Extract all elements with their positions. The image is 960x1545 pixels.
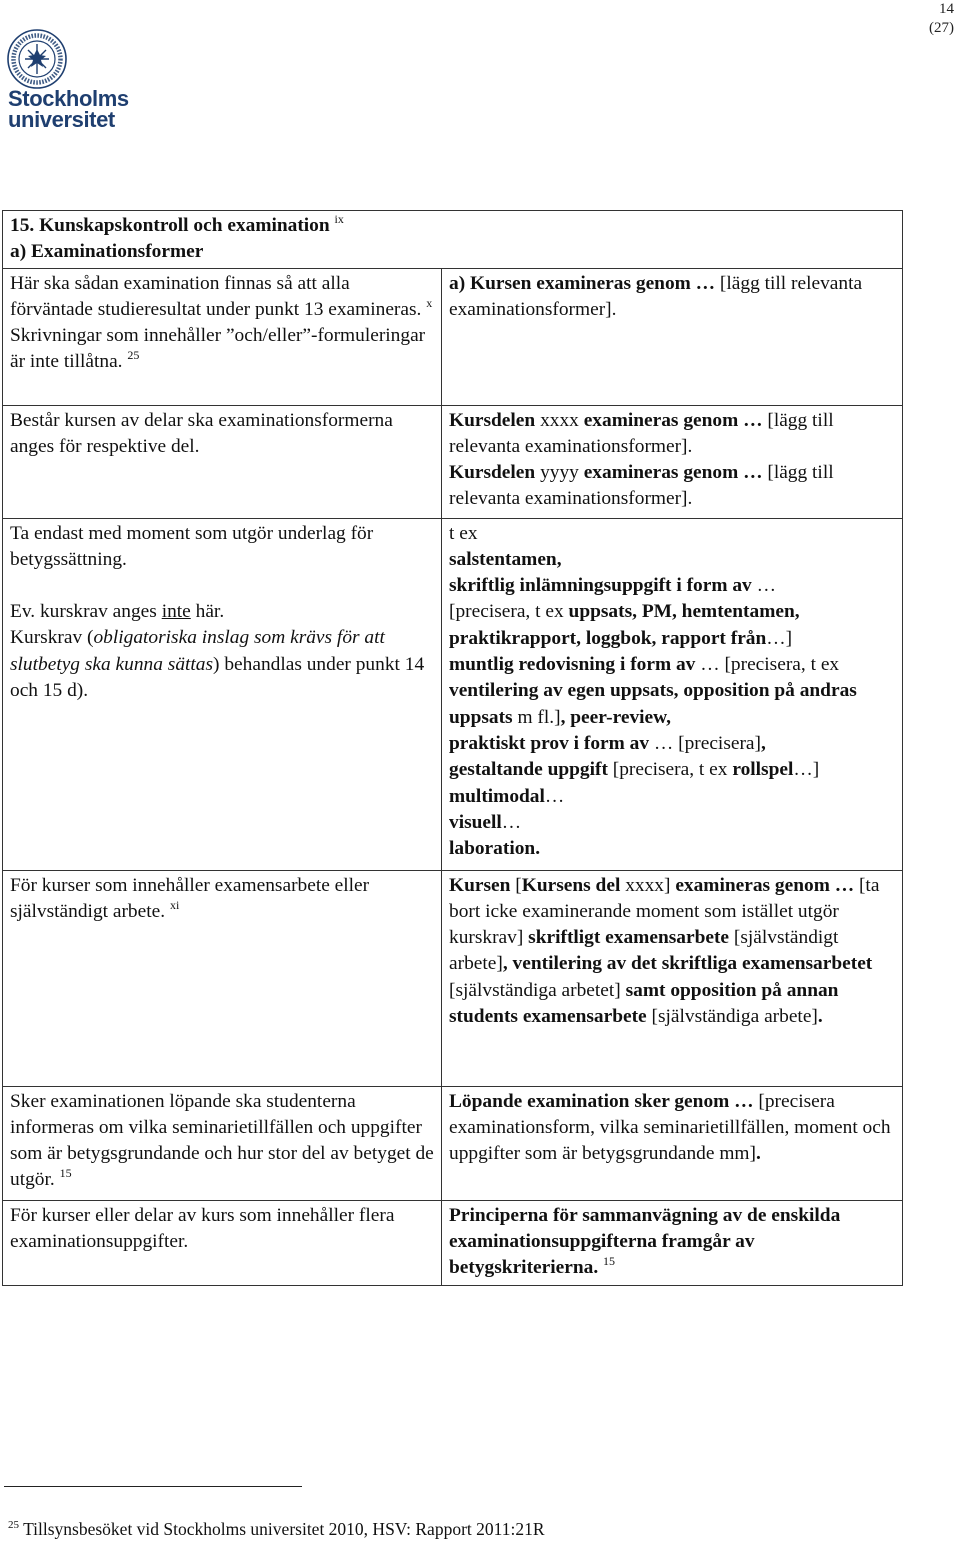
instruction-text: Kurskrav ( [10, 627, 94, 649]
table-row [3, 870, 903, 1086]
table-row [3, 405, 903, 518]
template-placeholder-text: …] [766, 627, 793, 649]
template-placeholder-text: … [501, 811, 522, 833]
template-placeholder-text: [ [515, 874, 522, 896]
exam-form-option: visuell [449, 811, 502, 833]
template-bold-text: Principerna för sammanvägning av de enskilda examinationsuppgifterna framgår av betygskriterierna. [449, 1204, 841, 1279]
instruction-text: ) behandlas under punkt 14 och 15 d). [10, 653, 425, 702]
template-placeholder-text: yyyy [540, 462, 579, 484]
exam-form-option: , [761, 732, 766, 754]
template-bold-text: Kursdelen [449, 462, 536, 484]
footnote-marker: 25 [127, 348, 140, 363]
template-placeholder-text: t ex [449, 522, 478, 544]
exam-form-option: salstentamen, [449, 548, 562, 570]
footnote-separator [4, 1486, 302, 1487]
examination-table [2, 210, 903, 1286]
template-placeholder-text: xxxx [540, 409, 579, 431]
table-header-row [3, 211, 903, 269]
university-logo [6, 28, 136, 132]
template-placeholder-text: [självständigt arbete] [449, 927, 839, 975]
instruction-text: För kurser eller delar av kurs som innehåller flera examinationsuppgifter. [10, 1204, 395, 1252]
template-bold-text: , ventilering av det skriftliga examensarbetet [502, 953, 873, 975]
template-bold-text: skriftligt examensarbete [528, 927, 730, 949]
instruction-text: här. [195, 601, 225, 623]
exam-form-option: multimodal [449, 785, 545, 807]
template-placeholder-text: … [precisera, t ex [700, 654, 840, 676]
logo-line-2: universitet [8, 107, 115, 132]
endnote-marker: ix [334, 212, 344, 226]
template-cell [442, 518, 903, 870]
logo-wordmark [8, 88, 129, 130]
endnote-marker: xi [169, 897, 180, 912]
section-title: 15. Kunskapskontroll och examination [10, 215, 330, 236]
template-bold-text: a) Kursen examineras genom … [449, 272, 716, 294]
university-seal-icon [6, 28, 68, 90]
template-bold-text: Kursdelen [449, 409, 536, 431]
template-cell [442, 268, 903, 405]
instruction-cell [3, 870, 442, 1086]
table-row [3, 1086, 903, 1200]
instruction-cell [3, 1200, 442, 1285]
instruction-cell [3, 518, 442, 870]
exam-form-option: muntlig redovisning i form av [449, 654, 696, 676]
exam-form-option: laboration. [449, 838, 541, 860]
exam-form-option: skriftlig inlämningsuppgift i form av [449, 575, 752, 597]
template-bold-text: Kursens del [521, 874, 621, 896]
page-number [929, 0, 954, 38]
template-cell [442, 1086, 903, 1200]
exam-form-option: gestaltande uppgift [449, 759, 608, 781]
instruction-cell [3, 405, 442, 518]
template-placeholder-text: [ta bort icke examinerande moment som istället utgör kurskrav] [449, 874, 880, 949]
footnote [8, 1518, 545, 1540]
instruction-underlined-text: inte [161, 601, 191, 623]
template-bold-text: . [755, 1143, 761, 1165]
exam-form-option: ventilering av egen uppsats, opposition på andras uppsats [449, 680, 857, 728]
instruction-text: Skrivningar som innehåller ”och/eller”-formuleringar är inte tillåtna. [10, 325, 426, 373]
template-bold-text: examineras genom … [583, 409, 763, 431]
page-number-total: (27) [929, 20, 954, 36]
footnote-text: Tillsynsbesöket vid Stockholms universitet 2010, HSV: Rapport 2011:21R [23, 1519, 545, 1539]
instruction-text: Ev. kurskrav anges [10, 601, 157, 623]
template-cell [442, 870, 903, 1086]
template-placeholder-text: [lägg till relevanta examinationsformer]. [449, 272, 863, 320]
exam-form-option: , peer-review, [560, 706, 671, 728]
template-cell [442, 405, 903, 518]
instruction-italic-text: obligatoriska inslag som krävs för att slutbetyg ska kunna sättas [10, 627, 385, 675]
template-placeholder-text: [precisera, t ex [449, 601, 564, 623]
footnote-marker: 15 [59, 1166, 72, 1181]
template-cell [442, 1200, 903, 1285]
template-bold-text: samt opposition på annan students examensarbete [449, 979, 839, 1028]
template-placeholder-text: m fl.] [517, 706, 561, 728]
template-placeholder-text: [precisera, t ex [612, 759, 728, 781]
template-placeholder-text: … [756, 575, 776, 597]
template-placeholder-text: [självständiga arbetet] [449, 979, 621, 1001]
footnote-marker: 15 [603, 1254, 616, 1269]
table-row [3, 268, 903, 405]
template-placeholder-text: xxxx] [625, 874, 671, 896]
exam-form-option: uppsats, PM, hemtentamen, praktikrapport, loggbok, rapport från [449, 601, 800, 649]
table-row [3, 518, 903, 870]
exam-form-option: rollspel [732, 759, 794, 781]
template-placeholder-text: [lägg till relevanta examinationsformer]. [449, 462, 834, 510]
footnote-number: 25 [8, 1519, 19, 1531]
instruction-text: Här ska sådan examination finnas så att alla förväntade studieresultat under punkt 13 examineras. [10, 272, 422, 320]
template-bold-text: Löpande examination sker genom … [449, 1090, 754, 1112]
template-bold-text: Kursen [449, 874, 511, 896]
instruction-text: Består kursen av delar ska examinationsformerna anges för respektive del. [10, 409, 393, 457]
instruction-cell [3, 268, 442, 405]
instruction-text: Sker examinationen löpande ska studenterna informeras om vilka seminarietillfällen och uppgifter som är betygsgrundande och hur stor del av betyget de utgör. [10, 1090, 434, 1191]
template-bold-text: examineras genom … [583, 462, 763, 484]
page-number-current: 14 [939, 1, 954, 17]
instruction-text: För kurser som innehåller examensarbete eller självständigt arbete. [10, 874, 370, 922]
template-placeholder-text: … [544, 785, 565, 807]
instruction-text: Ta endast med moment som utgör underlag för betygssättning. [10, 522, 374, 570]
table-row [3, 1200, 903, 1285]
section-subtitle: a) Examinationsformer [10, 241, 204, 263]
template-bold-text: examineras genom … [675, 874, 855, 896]
exam-form-option: praktiskt prov i form av [449, 732, 650, 754]
endnote-marker: x [426, 295, 433, 310]
template-placeholder-text: [lägg till relevanta examinationsformer]. [449, 409, 834, 457]
instruction-cell [3, 1086, 442, 1200]
template-bold-text: . [817, 1006, 823, 1028]
template-placeholder-text: …] [793, 759, 820, 781]
template-placeholder-text: [självständiga arbete] [651, 1006, 818, 1028]
template-placeholder-text: [precisera examinationsform, vilka seminarietillfällen, moment och uppgifter som är betygsgrundande mm] [449, 1090, 891, 1165]
logo-line-1: Stockholms [8, 86, 129, 111]
section-heading-cell [3, 211, 903, 269]
template-placeholder-text: … [precisera] [653, 732, 761, 754]
